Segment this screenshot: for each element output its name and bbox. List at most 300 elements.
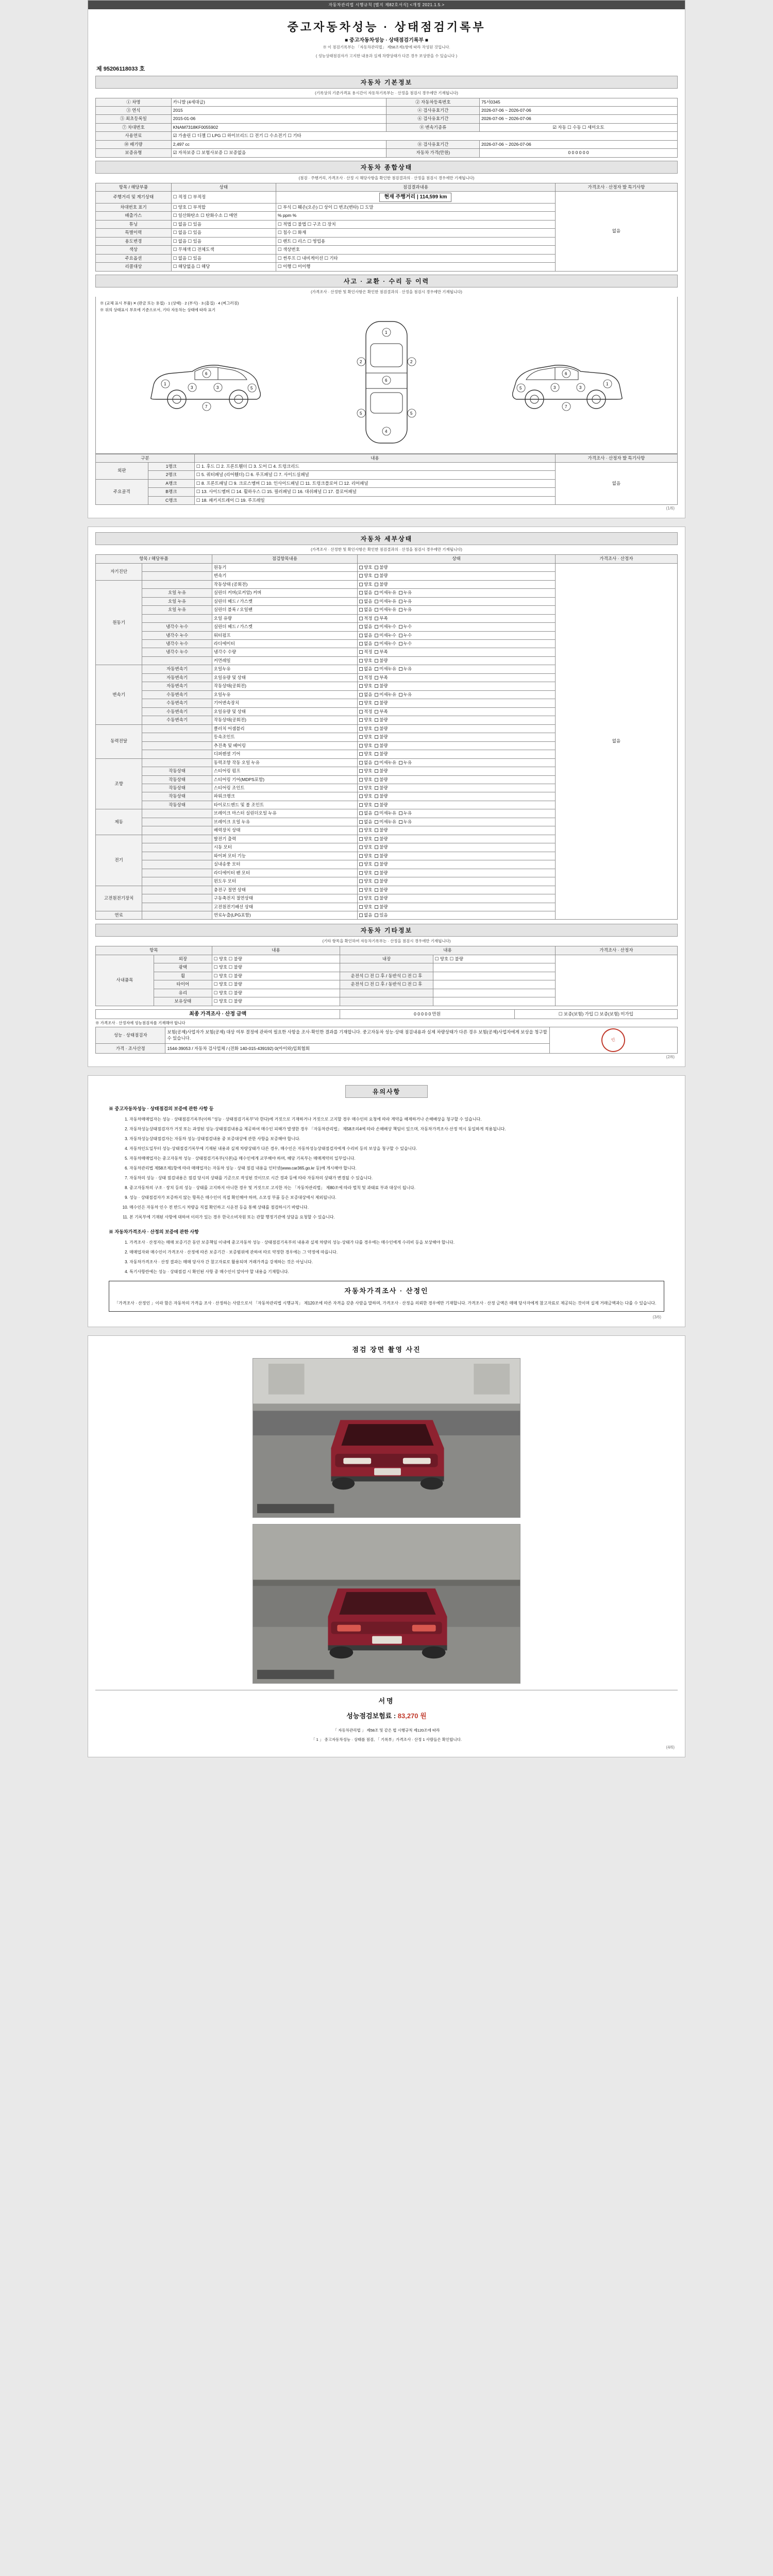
other-item-state-2[interactable] xyxy=(433,963,555,972)
checkbox-icon[interactable] xyxy=(375,634,378,637)
other-item-state-2[interactable] xyxy=(433,997,555,1006)
item-name: 특별이력 xyxy=(96,229,172,237)
checkbox-option[interactable]: 불량 xyxy=(375,683,388,688)
document-note-2: ( 성능상태점검자가 고지한 내용과 실제 차량상태가 다른 경우 보상받을 수 있습니다 ) xyxy=(315,54,458,59)
detail-state-checkboxes[interactable] xyxy=(358,563,556,571)
checkbox-option[interactable]: 없음 xyxy=(359,819,372,824)
checkbox-icon[interactable] xyxy=(359,744,363,748)
checkbox-option[interactable]: 양호 xyxy=(359,751,372,756)
checkbox-option[interactable]: 양호 xyxy=(359,700,372,705)
detail-state-checkboxes[interactable] xyxy=(358,894,556,903)
checkbox-option[interactable]: 없음 xyxy=(359,590,372,595)
detail-state-checkboxes[interactable] xyxy=(358,606,556,614)
checkbox-icon[interactable] xyxy=(375,718,378,722)
checkbox-icon[interactable] xyxy=(359,854,363,858)
checkbox-option[interactable]: 양호 xyxy=(359,827,372,833)
item-detail[interactable]: ☐ 부식 ☐ 훼손(오손) ☐ 상이 ☐ 변조(변타) ☐ 도말 xyxy=(276,203,555,211)
checkbox-icon[interactable] xyxy=(399,591,402,595)
detail-state-checkboxes[interactable] xyxy=(358,911,556,920)
checkbox-icon[interactable] xyxy=(359,600,363,603)
checkbox-option[interactable]: 불량 xyxy=(375,734,388,739)
checkbox-icon[interactable] xyxy=(359,820,363,824)
detail-check-item: 실내송풍 모터 xyxy=(212,860,357,869)
checkbox-option[interactable]: 양호 xyxy=(359,836,372,841)
assessor-definition-body: 「가격조사 · 산정인 」이라 함은 자동차의 가격을 조사 · 산정하는 사람으로서 「자동차관리법 시행규칙」 제120조에 따른 자격을 갖춘 사람을 말하며, 가격조사 · 산정을 의뢰한 경우에만 기재합니다. 가격조사 · 산정 금액은 매매 당사자에게 참고자료로 제공되는 것이며 실제 거래금액과는 다를 수 있습니다. xyxy=(114,1301,657,1306)
checkbox-option[interactable]: 양호 xyxy=(359,904,372,909)
checkbox-icon[interactable] xyxy=(399,667,402,671)
checkbox-option[interactable]: 양호 xyxy=(359,573,372,578)
checkbox-icon[interactable] xyxy=(375,811,378,815)
checkbox-icon[interactable] xyxy=(359,693,363,697)
rank-items[interactable]: ☐ 5. 쿼터패널 (리어휀더) ☐ 6. 루프패널 ☐ 7. 사이드실패널 xyxy=(194,471,555,479)
checkbox-icon[interactable] xyxy=(359,803,363,807)
checkbox-option[interactable]: 양호 xyxy=(359,734,372,739)
checkbox-option[interactable]: 불량 xyxy=(375,768,388,773)
checkbox-option[interactable]: 불량 xyxy=(375,836,388,841)
checkbox-icon[interactable] xyxy=(359,642,363,646)
checkbox-option[interactable]: 누유 xyxy=(399,810,412,816)
detail-state-checkboxes[interactable] xyxy=(358,758,556,767)
checkbox-option[interactable]: 불량 xyxy=(375,777,388,782)
checkbox-option[interactable]: 양호 xyxy=(359,870,372,875)
checkbox-option[interactable]: 양호 xyxy=(359,768,372,773)
checkbox-icon[interactable] xyxy=(359,659,363,663)
rank-items[interactable]: ☐ 8. 프론트패널 ☐ 9. 크로스멤버 ☐ 10. 인사이드패널 ☐ 11. 트렁크플로어 ☐ 12. 리어패널 xyxy=(194,479,555,487)
detail-state-checkboxes[interactable] xyxy=(358,843,556,852)
checkbox-icon[interactable] xyxy=(375,778,378,782)
checkbox-icon[interactable] xyxy=(375,803,378,807)
checkbox-icon[interactable] xyxy=(375,913,378,917)
checkbox-option[interactable]: 양호 xyxy=(359,785,372,790)
checkbox-option[interactable]: 누유 xyxy=(399,590,412,595)
detail-state-checkboxes[interactable] xyxy=(358,792,556,801)
checkbox-option[interactable]: 불량 xyxy=(375,802,388,807)
checkbox-icon[interactable] xyxy=(359,879,363,883)
checkbox-icon[interactable] xyxy=(359,617,363,620)
checkbox-icon[interactable] xyxy=(399,693,402,697)
detail-state-checkboxes[interactable] xyxy=(358,877,556,886)
checkbox-icon[interactable] xyxy=(359,727,363,731)
mileage-detail xyxy=(276,192,555,204)
checkbox-option[interactable]: 없음 xyxy=(359,666,372,671)
checkbox-option[interactable]: 미세누유 xyxy=(375,810,396,816)
checkbox-icon[interactable] xyxy=(359,752,363,756)
checkbox-option[interactable]: 없음 xyxy=(359,624,372,629)
checkbox-icon[interactable] xyxy=(359,574,363,578)
checkbox-option[interactable]: 양호 xyxy=(359,895,372,901)
detail-state-checkboxes[interactable] xyxy=(358,640,556,648)
notice-item: 5. 자동차매매업자는 중고자동차 성능 · 상태점검기록부(사본)을 매수인에게 교부해야 하며, 해당 기록부는 매매계약의 일부입니다. xyxy=(129,1155,664,1162)
checkbox-icon[interactable] xyxy=(359,625,363,629)
checkbox-option[interactable]: 누유 xyxy=(399,819,412,824)
checkbox-option[interactable]: 불량 xyxy=(375,853,388,858)
checkbox-option[interactable]: 누유 xyxy=(399,760,412,765)
checkbox-icon[interactable] xyxy=(359,701,363,705)
checkbox-option[interactable]: 불량 xyxy=(375,878,388,884)
checkbox-option[interactable]: 양호 xyxy=(359,844,372,850)
checkbox-option[interactable]: 양호 xyxy=(359,565,372,570)
checkbox-icon[interactable] xyxy=(375,828,378,832)
detail-state-checkboxes[interactable] xyxy=(358,809,556,818)
detail-state-checkboxes[interactable] xyxy=(358,775,556,784)
checkbox-icon[interactable] xyxy=(359,778,363,782)
rank-items[interactable]: ☐ 1. 후드 ☐ 2. 프론트휀더 ☐ 3. 도어 ☐ 4. 트렁크리드 xyxy=(194,462,555,470)
checkbox-icon[interactable] xyxy=(359,786,363,790)
other-item-state[interactable]: ☐ 양호 ☐ 불량 xyxy=(212,989,340,997)
detail-state-checkboxes[interactable] xyxy=(358,614,556,622)
checkbox-icon[interactable] xyxy=(359,761,363,765)
checkbox-option[interactable]: 없음 xyxy=(359,760,372,765)
checkbox-icon[interactable] xyxy=(375,888,378,892)
detail-state-checkboxes[interactable] xyxy=(358,767,556,775)
checkbox-option[interactable]: 양호 xyxy=(359,683,372,688)
checkbox-option[interactable]: 누유 xyxy=(399,666,412,671)
detail-state-checkboxes[interactable] xyxy=(358,682,556,690)
notice-item: 2. 매매업자와 매수인이 가격조사 · 산정에 따른 보증기간 · 보증범위에 관하여 따로 약정한 경우에는 그 약정에 따릅니다. xyxy=(129,1249,664,1256)
item-detail[interactable]: ☐ 색상번호 xyxy=(276,246,555,254)
page-mark-3: (3/6) xyxy=(652,1314,661,1319)
checkbox-option[interactable]: 양호 xyxy=(359,861,372,867)
detail-subgroup-label: 작동상태 xyxy=(142,775,212,784)
other-item-state[interactable]: ☐ 양호 ☐ 불량 xyxy=(212,955,340,963)
checkbox-option[interactable]: 불량 xyxy=(375,793,388,799)
checkbox-icon[interactable] xyxy=(375,625,378,629)
detail-state-checkboxes[interactable] xyxy=(358,572,556,580)
detail-state-checkboxes[interactable] xyxy=(358,903,556,911)
checkbox-icon[interactable] xyxy=(375,574,378,578)
detail-state-checkboxes[interactable] xyxy=(358,716,556,724)
checkbox-icon[interactable] xyxy=(375,879,378,883)
item-detail[interactable]: % ppm % xyxy=(276,212,555,220)
checkbox-option[interactable]: 없음 xyxy=(359,810,372,816)
detail-state-checkboxes[interactable] xyxy=(358,869,556,877)
checkbox-icon[interactable] xyxy=(375,684,378,688)
checkbox-icon[interactable] xyxy=(375,600,378,603)
checkbox-option[interactable]: 있음 xyxy=(375,912,388,918)
checkbox-option[interactable]: 없음 xyxy=(359,633,372,638)
detail-state-checkboxes[interactable] xyxy=(358,648,556,656)
detail-state-checkboxes[interactable] xyxy=(358,724,556,733)
checkbox-option[interactable]: 누유 xyxy=(399,607,412,612)
other-item-state[interactable]: ☐ 양호 ☐ 불량 xyxy=(212,997,340,1006)
checkbox-icon[interactable] xyxy=(375,854,378,858)
checkbox-icon[interactable] xyxy=(399,820,402,824)
checkbox-icon[interactable] xyxy=(375,608,378,612)
item-state[interactable]: ☐ 양호 ☐ 부적합 xyxy=(171,203,276,211)
rank-label: C랭크 xyxy=(148,496,194,504)
checkbox-icon[interactable] xyxy=(375,752,378,756)
checkbox-option[interactable]: 없음 xyxy=(359,912,372,918)
checkbox-option[interactable]: 불량 xyxy=(375,870,388,875)
detail-check-item: 디퍼렌셜 기어 xyxy=(212,750,357,758)
checkbox-icon[interactable] xyxy=(359,794,363,798)
checkbox-icon[interactable] xyxy=(375,735,378,739)
checkbox-icon[interactable] xyxy=(359,905,363,909)
checkbox-icon[interactable] xyxy=(375,583,378,586)
checkbox-icon[interactable] xyxy=(375,591,378,595)
checkbox-icon[interactable] xyxy=(399,811,402,815)
checkbox-icon[interactable] xyxy=(375,761,378,765)
detail-state-checkboxes[interactable] xyxy=(358,673,556,682)
checkbox-option[interactable]: 미세누유 xyxy=(375,666,396,671)
detail-state-checkboxes[interactable] xyxy=(358,690,556,699)
item-state[interactable]: ☐ 없음 ☐ 있음 xyxy=(171,254,276,262)
other-item-state-2[interactable]: ☐ 양호 ☐ 불량 xyxy=(433,955,555,963)
checkbox-icon[interactable] xyxy=(359,837,363,841)
checkbox-option[interactable]: 불량 xyxy=(375,895,388,901)
checkbox-icon[interactable] xyxy=(399,608,402,612)
detail-state-checkboxes[interactable] xyxy=(358,750,556,758)
detail-state-checkboxes[interactable] xyxy=(358,631,556,639)
checkbox-icon[interactable] xyxy=(375,871,378,875)
detail-state-checkboxes[interactable] xyxy=(358,580,556,588)
fuel-options[interactable]: ☑ 가솔린 ☐ 디젤 ☐ LPG ☐ 하이브리드 ☐ 전기 ☐ 수소전기 ☐ 기타 xyxy=(171,132,677,140)
item-state[interactable]: ☐ 일산화탄소 ☐ 탄화수소 ☐ 매연 xyxy=(171,212,276,220)
other-item-state[interactable]: ☐ 양호 ☐ 불량 xyxy=(212,972,340,980)
checkbox-option[interactable]: 미세누유 xyxy=(375,692,396,697)
checkbox-icon[interactable] xyxy=(359,845,363,849)
checkbox-option[interactable]: 없음 xyxy=(359,599,372,604)
detail-state-checkboxes[interactable] xyxy=(358,623,556,631)
item-state[interactable]: ☐ 무채색 ☐ 전체도색 xyxy=(171,246,276,254)
checkbox-icon[interactable] xyxy=(359,871,363,875)
checkbox-icon[interactable] xyxy=(359,684,363,688)
checkbox-icon[interactable] xyxy=(375,617,378,620)
checkbox-icon[interactable] xyxy=(359,828,363,832)
checkbox-option[interactable]: 부족 xyxy=(375,675,388,680)
checkbox-option[interactable]: 불량 xyxy=(375,785,388,790)
checkbox-option[interactable]: 양호 xyxy=(359,793,372,799)
checkbox-icon[interactable] xyxy=(359,591,363,595)
checkbox-option[interactable]: 없음 xyxy=(359,607,372,612)
detail-state-checkboxes[interactable] xyxy=(358,707,556,716)
checkbox-option[interactable]: 없음 xyxy=(359,692,372,697)
other-item-label: 광택 xyxy=(154,963,212,972)
checkbox-option[interactable]: 미세누수 xyxy=(375,624,396,629)
checkbox-option[interactable]: 불량 xyxy=(375,726,388,731)
checkbox-option[interactable]: 불량 xyxy=(375,573,388,578)
checkbox-option[interactable]: 부족 xyxy=(375,616,388,621)
checkbox-option[interactable]: 양호 xyxy=(359,878,372,884)
detail-state-checkboxes[interactable] xyxy=(358,656,556,665)
checkbox-icon[interactable] xyxy=(359,650,363,654)
checkbox-icon[interactable] xyxy=(399,625,402,629)
checkbox-icon[interactable] xyxy=(399,634,402,637)
checkbox-option[interactable]: 양호 xyxy=(359,777,372,782)
final-price-checks[interactable]: ☐ 보증(보험) 가입 ☐ 보증(보험) 미가입 xyxy=(514,1009,677,1019)
checkbox-option[interactable]: 양호 xyxy=(359,658,372,663)
checkbox-option[interactable]: 불량 xyxy=(375,700,388,705)
rank-items[interactable]: ☐ 18. 패키지트레이 ☐ 19. 루프레일 xyxy=(194,496,555,504)
detail-group-label: 동력전달 xyxy=(96,724,142,758)
row-value: 카니발 (4세대급) xyxy=(171,98,386,106)
detail-check-item: 스티어링 기어(MDPS포함) xyxy=(212,775,357,784)
checkbox-option[interactable]: 양호 xyxy=(359,887,372,892)
price-digits[interactable]: 0 0 0 0 0 0 xyxy=(480,149,678,157)
detail-check-item: 발전기 출력 xyxy=(212,835,357,843)
other-item-state-2[interactable] xyxy=(433,989,555,997)
checkbox-icon[interactable] xyxy=(375,786,378,790)
other-item-state[interactable]: ☐ 양호 ☐ 불량 xyxy=(212,963,340,972)
checkbox-option[interactable]: 적정 xyxy=(359,616,372,621)
notice-item: 1. 자동차매매업자는 성능 · 상태점검기록부(이하 "성능 · 상태점검기록부"라 한다)에 거짓으로 기재하거나 거짓으로 고지할 경우 매수인의 요청에 따라 계약을 해제하거나 손해배상을 청구할 수 있습니다. xyxy=(129,1116,664,1123)
col-note: 가격조사 · 산정자 발 특기사항 xyxy=(555,454,677,462)
checkbox-icon[interactable] xyxy=(375,820,378,824)
final-price-amount[interactable]: 0 0 0 0 0 만원 xyxy=(340,1009,515,1019)
checkbox-icon[interactable] xyxy=(359,896,363,900)
checkbox-option[interactable]: 양호 xyxy=(359,802,372,807)
checkbox-icon[interactable] xyxy=(375,769,378,773)
checkbox-icon[interactable] xyxy=(359,862,363,866)
checkbox-icon[interactable] xyxy=(359,710,363,714)
svg-text:6: 6 xyxy=(565,371,567,376)
basic-info-rows xyxy=(96,98,678,157)
detail-state-checkboxes[interactable] xyxy=(358,852,556,860)
checkbox-option[interactable]: 불량 xyxy=(375,717,388,722)
checkbox-option[interactable]: 없음 xyxy=(359,641,372,646)
svg-text:5: 5 xyxy=(410,411,413,416)
checkbox-option[interactable]: 미세누유 xyxy=(375,590,396,595)
detail-state-checkboxes[interactable] xyxy=(358,818,556,826)
detail-state-checkboxes[interactable] xyxy=(358,860,556,869)
detail-state-checkboxes[interactable] xyxy=(358,784,556,792)
checkbox-icon[interactable] xyxy=(375,905,378,909)
checkbox-icon[interactable] xyxy=(359,769,363,773)
detail-check-item: 실린더 블록 / 오일팬 xyxy=(212,606,357,614)
item-detail[interactable]: ☐ 렌트 ☐ 리스 ☐ 영업용 xyxy=(276,237,555,245)
checkbox-icon[interactable] xyxy=(375,727,378,731)
checkbox-option[interactable]: 미세누수 xyxy=(375,641,396,646)
checkbox-option[interactable]: 양호 xyxy=(359,743,372,748)
checkbox-icon[interactable] xyxy=(375,845,378,849)
checkbox-icon[interactable] xyxy=(359,913,363,917)
checkbox-icon[interactable] xyxy=(375,837,378,841)
detail-subgroup-label: 작동상태 xyxy=(142,767,212,775)
checkbox-option[interactable]: 불량 xyxy=(375,658,388,663)
detail-state-checkboxes[interactable] xyxy=(358,733,556,741)
checkbox-icon[interactable] xyxy=(375,693,378,697)
checkbox-option[interactable]: 불량 xyxy=(375,861,388,867)
checkbox-icon[interactable] xyxy=(359,608,363,612)
detail-state-checkboxes[interactable] xyxy=(358,741,556,750)
checkbox-option[interactable]: 양호 xyxy=(359,853,372,858)
item-detail[interactable]: ☐ 침수 ☐ 화재 xyxy=(276,229,555,237)
item-detail[interactable]: ☐ 적법 ☐ 불법 ☐ 구조 ☐ 장치 xyxy=(276,220,555,228)
checkbox-option[interactable]: 불량 xyxy=(375,887,388,892)
checkbox-icon[interactable] xyxy=(375,794,378,798)
checkbox-icon[interactable] xyxy=(359,676,363,680)
checkbox-option[interactable]: 미세누유 xyxy=(375,599,396,604)
item-detail[interactable]: ☐ 썬루프 ☐ 내비게이션 ☐ 기타 xyxy=(276,254,555,262)
checkbox-option[interactable]: 누수 xyxy=(399,624,412,629)
checkbox-option[interactable]: 양호 xyxy=(359,582,372,587)
detail-state-checkboxes[interactable] xyxy=(358,835,556,843)
detail-state-checkboxes[interactable] xyxy=(358,886,556,894)
checkbox-option[interactable]: 양호 xyxy=(359,717,372,722)
checkbox-icon[interactable] xyxy=(375,701,378,705)
notice-item: 9. 성능 · 상태점검자가 보증하지 않는 항목은 매수인이 직접 확인해야 하며, 소모성 부품 등은 보증대상에서 제외됩니다. xyxy=(129,1194,664,1201)
other-item-label: 휠 xyxy=(154,972,212,980)
checkbox-icon[interactable] xyxy=(375,862,378,866)
checkbox-icon[interactable] xyxy=(359,634,363,637)
col-check-item: 점검항목내용 xyxy=(212,555,357,563)
detail-state-checkboxes[interactable] xyxy=(358,826,556,835)
checkbox-option[interactable]: 불량 xyxy=(375,582,388,587)
checkbox-icon[interactable] xyxy=(375,642,378,646)
item-state[interactable]: ☐ 없음 ☐ 있음 xyxy=(171,237,276,245)
checkbox-option[interactable]: 적정 xyxy=(359,675,372,680)
checkbox-option[interactable]: 불량 xyxy=(375,751,388,756)
checkbox-option[interactable]: 미세누유 xyxy=(375,607,396,612)
detail-subgroup-label: 자동변속기 xyxy=(142,682,212,690)
checkbox-option[interactable]: 누유 xyxy=(399,599,412,604)
checkbox-option[interactable]: 누유 xyxy=(399,692,412,697)
checkbox-icon[interactable] xyxy=(359,811,363,815)
item-detail[interactable]: ☐ 이행 ☐ 미이행 xyxy=(276,263,555,271)
checkbox-icon[interactable] xyxy=(375,744,378,748)
rank-items[interactable]: ☐ 13. 사이드멤버 ☐ 14. 휠하우스 ☐ 15. 필러패널 ☐ 16. 대쉬패널 ☐ 17. 플로어패널 xyxy=(194,488,555,496)
checkbox-icon[interactable] xyxy=(359,888,363,892)
checkbox-icon[interactable] xyxy=(359,667,363,671)
checkbox-icon[interactable] xyxy=(399,642,402,646)
item-state[interactable]: ☐ 해당없음 ☐ 해당 xyxy=(171,263,276,271)
checkbox-icon[interactable] xyxy=(399,600,402,603)
checkbox-icon[interactable] xyxy=(375,659,378,663)
checkbox-option[interactable]: 불량 xyxy=(375,743,388,748)
detail-state-checkboxes[interactable] xyxy=(358,699,556,707)
other-item-state-2[interactable] xyxy=(433,980,555,989)
item-state[interactable]: ☐ 없음 ☐ 있음 xyxy=(171,220,276,228)
checkbox-option[interactable]: 미세누유 xyxy=(375,760,396,765)
checkbox-icon[interactable] xyxy=(375,710,378,714)
checkbox-option[interactable]: 양호 xyxy=(359,726,372,731)
serial-label: 제 xyxy=(96,65,102,72)
detail-state-checkboxes[interactable] xyxy=(358,801,556,809)
warranty-options[interactable]: ☑ 자차보증 ☐ 보험사보증 ☐ 보증없음 xyxy=(171,149,386,157)
checkbox-option[interactable]: 적정 xyxy=(359,709,372,714)
item-state[interactable]: ☐ 적정 ☐ 부적정 xyxy=(171,192,276,204)
checkbox-icon[interactable] xyxy=(375,896,378,900)
other-item-state-2[interactable] xyxy=(433,972,555,980)
checkbox-option[interactable]: 미세누수 xyxy=(375,633,396,638)
transmission-value[interactable]: ☑ 자동 ☐ 수동 ☐ 세미오토 xyxy=(480,123,678,131)
detail-state-checkboxes[interactable] xyxy=(358,665,556,673)
checkbox-icon[interactable] xyxy=(359,566,363,569)
checkbox-icon[interactable] xyxy=(359,735,363,739)
checkbox-icon[interactable] xyxy=(375,676,378,680)
checkbox-icon[interactable] xyxy=(359,718,363,722)
checkbox-option[interactable]: 불량 xyxy=(375,827,388,833)
checkbox-option[interactable]: 불량 xyxy=(375,565,388,570)
checkbox-option[interactable]: 부족 xyxy=(375,649,388,654)
detail-state-checkboxes[interactable] xyxy=(358,589,556,597)
checkbox-icon[interactable] xyxy=(359,583,363,586)
checkbox-option[interactable]: 불량 xyxy=(375,844,388,850)
checkbox-option[interactable]: 적정 xyxy=(359,649,372,654)
checkbox-option[interactable]: 누수 xyxy=(399,641,412,646)
checkbox-option[interactable]: 부족 xyxy=(375,709,388,714)
checkbox-option[interactable]: 미세누유 xyxy=(375,819,396,824)
checkbox-icon[interactable] xyxy=(375,566,378,569)
detail-state-checkboxes[interactable] xyxy=(358,597,556,605)
checkbox-option[interactable]: 불량 xyxy=(375,904,388,909)
other-item-state[interactable]: ☐ 양호 ☐ 불량 xyxy=(212,980,340,989)
item-state[interactable]: ☐ 없음 ☐ 있음 xyxy=(171,229,276,237)
checkbox-icon[interactable] xyxy=(399,761,402,765)
checkbox-option[interactable]: 누수 xyxy=(399,633,412,638)
checkbox-icon[interactable] xyxy=(375,667,378,671)
checkbox-icon[interactable] xyxy=(375,650,378,654)
